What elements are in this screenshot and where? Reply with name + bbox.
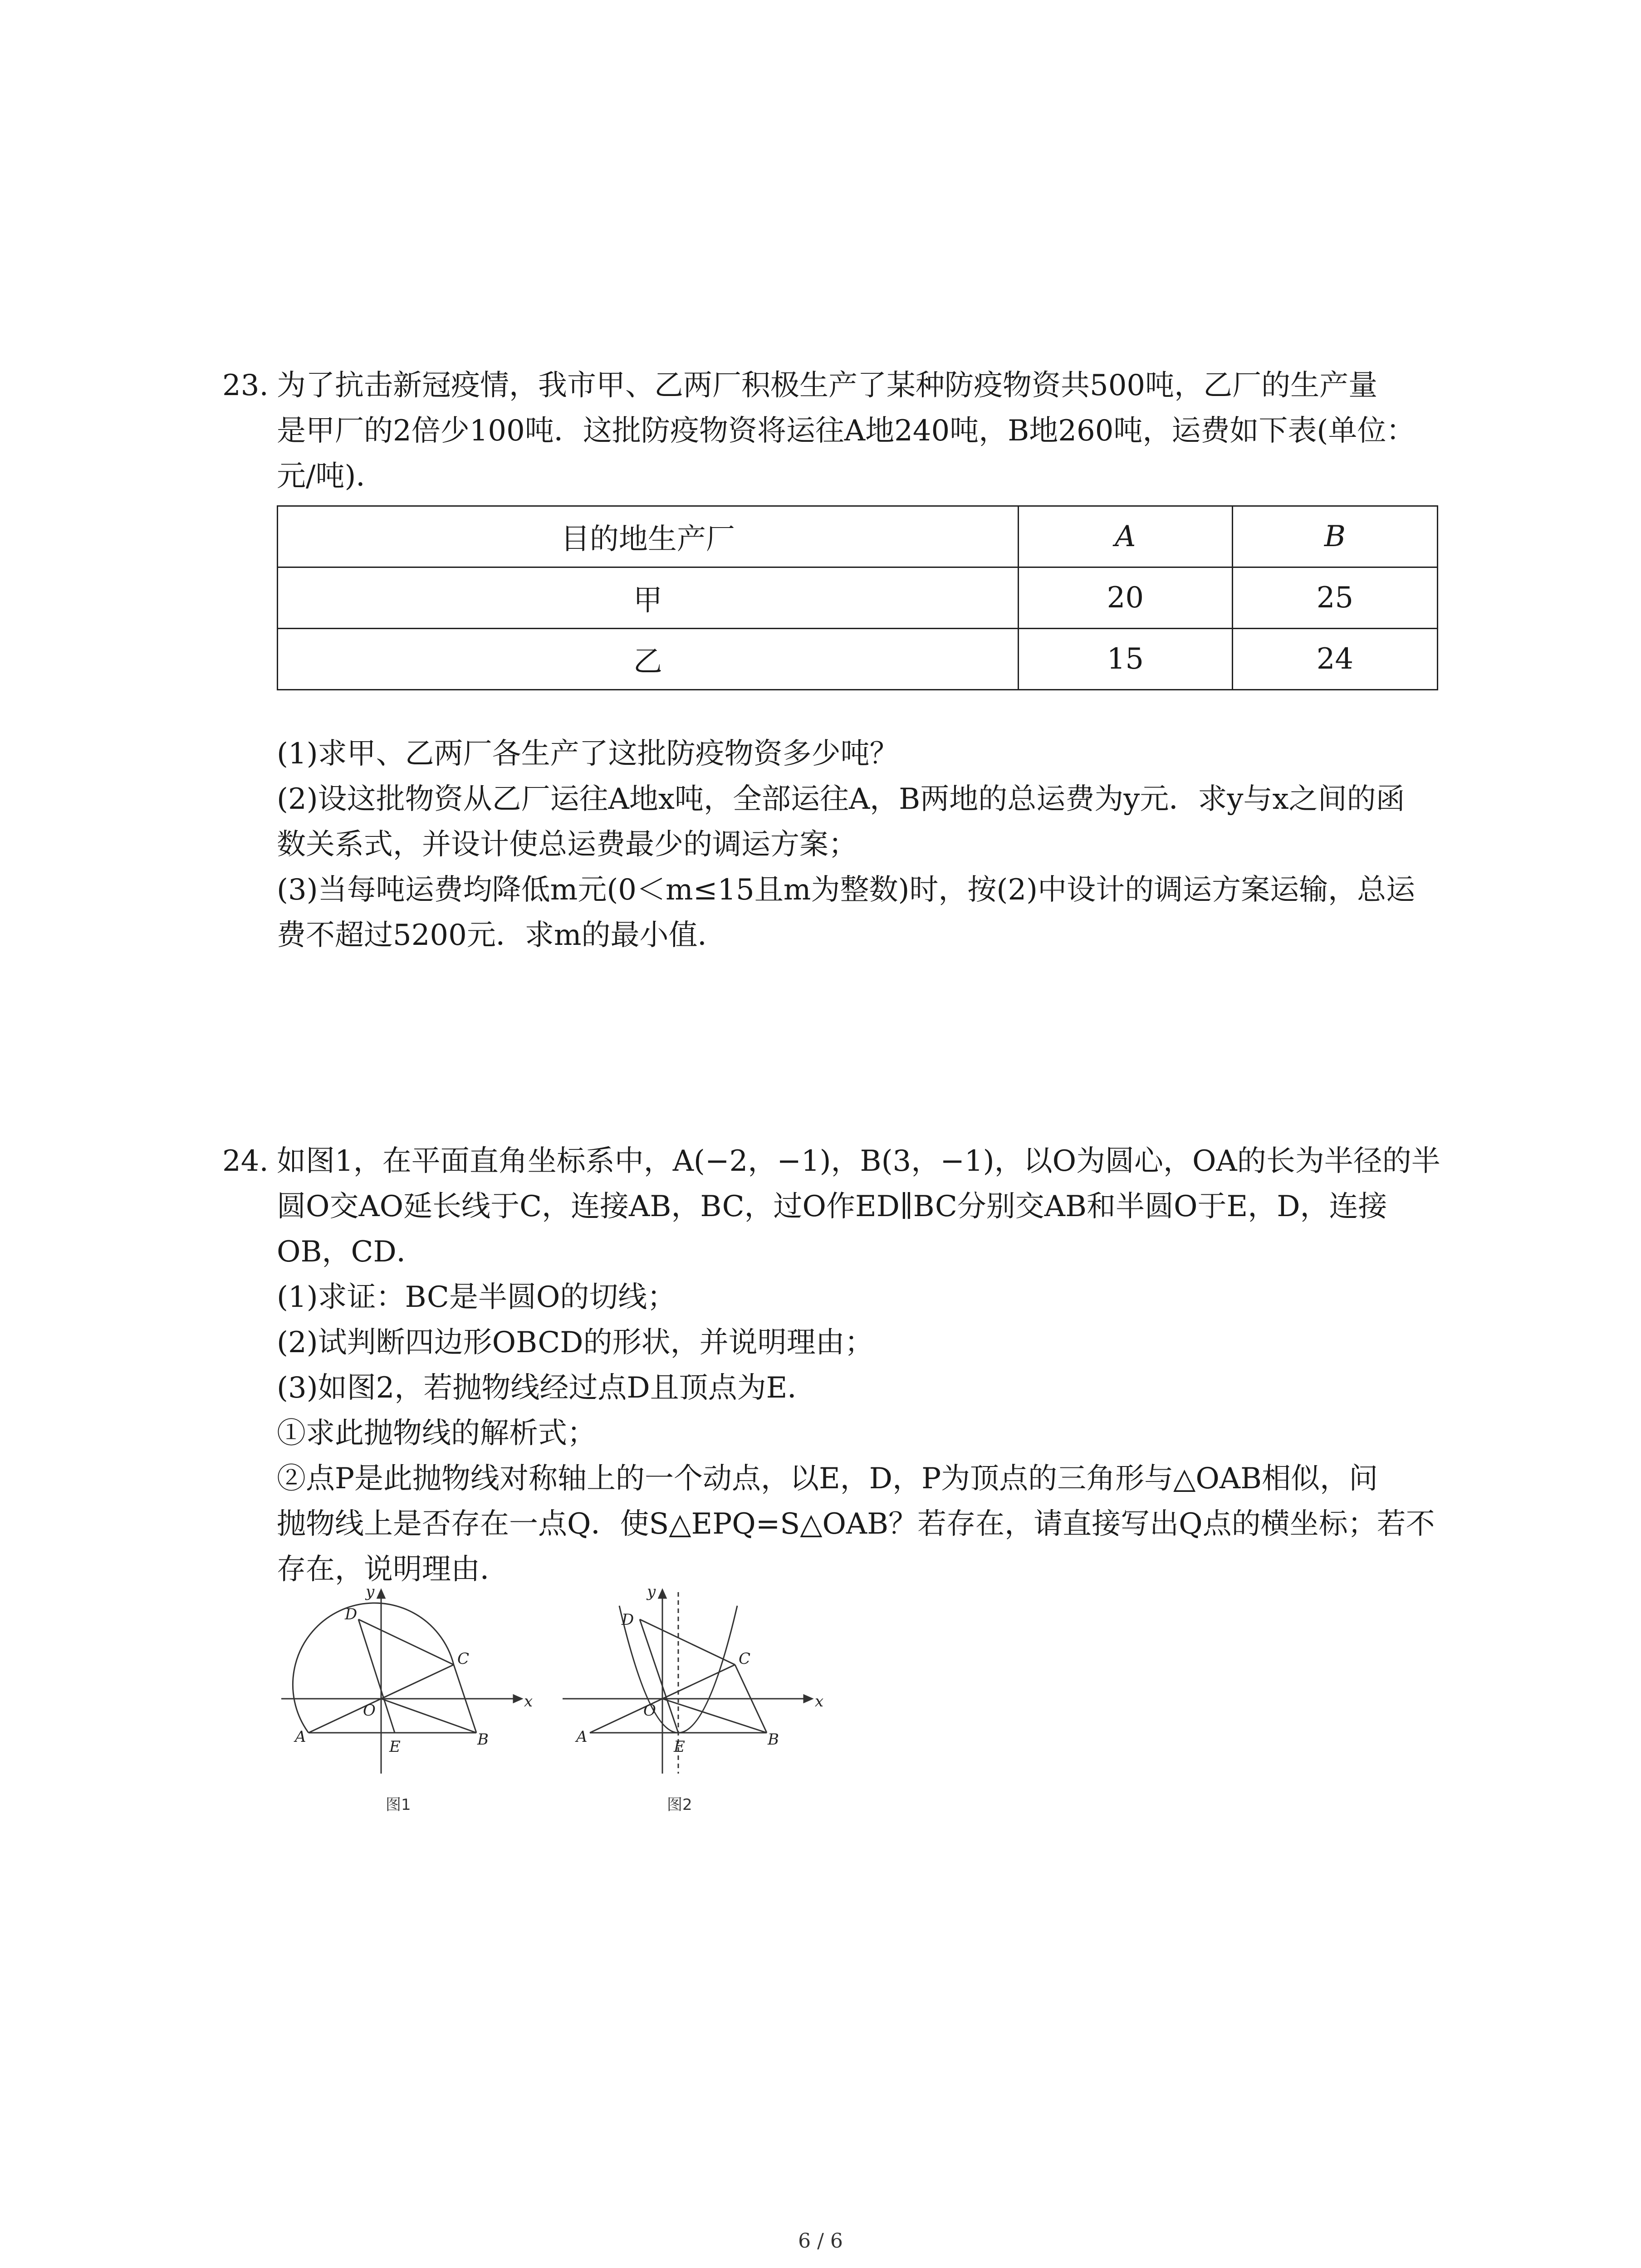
figure-2-caption: 图2 (667, 1796, 692, 1814)
label-a: A (295, 1728, 306, 1746)
table-header-cell: A (1018, 506, 1232, 567)
figure-2 (558, 1583, 830, 1828)
statement-line: 元/吨)． (277, 459, 385, 493)
problem-statement (277, 363, 1438, 499)
table-cell: 乙 (278, 629, 1019, 690)
table-cell: 25 (1232, 567, 1437, 629)
label-d: D (345, 1605, 358, 1623)
segment-cd (358, 1619, 454, 1665)
sub-question: ①求此抛物线的解析式； (277, 1417, 596, 1450)
sub-question: (2)试判断四边形OBCD的形状，并说明理由； (277, 1326, 874, 1359)
sub-question: (3)如图2，若抛物线经过点D且顶点为E． (277, 1371, 817, 1405)
label-c: C (739, 1650, 751, 1668)
table-header-cell: B (1232, 506, 1437, 567)
sub-question: 抛物线上是否存在一点Q．使S△EPQ=S△OAB？若存在，请直接写出Q点的横坐标；若不 (277, 1507, 1435, 1541)
problem-23 (222, 363, 1438, 958)
figure-1-caption: 图1 (386, 1796, 411, 1814)
table-cell: 20 (1018, 567, 1232, 629)
statement-line: 为了抗击新冠疫情，我市甲、乙两厂积极生产了某种防疫物资共500吨，乙厂的生产量 (277, 369, 1378, 402)
freight-table (277, 505, 1438, 690)
sub-question: 费不超过5200元．求m的最小值． (277, 919, 727, 952)
label-o: O (363, 1701, 376, 1720)
problem-number: 23. (222, 369, 269, 402)
x-axis-arrow (514, 1695, 522, 1702)
sub-question: (1)求甲、乙两厂各生产了这批防疫物资多少吨？ (277, 737, 899, 771)
figure-1 (277, 1583, 531, 1828)
y-axis-arrow (377, 1590, 385, 1598)
table-header-cell: 目的地生产厂 (278, 506, 1019, 567)
statement-line: 圆O交AO延长线于C，连接AB，BC，过O作ED∥BC分别交AB和半圆O于E，D，连接 (277, 1190, 1387, 1223)
figures (277, 1583, 867, 1837)
sub-question: 数关系式，并设计使总运费最少的调运方案； (277, 828, 857, 861)
label-x: x (524, 1692, 533, 1711)
label-x: x (815, 1692, 824, 1711)
label-b: B (477, 1730, 489, 1749)
sub-question: (2)设这批物资从乙厂运往A地x吨，全部运往A，B两地的总运费为y元．求y与x之间的函 (277, 782, 1405, 816)
problem-number: 24. (222, 1144, 269, 1178)
x-axis-arrow (804, 1695, 812, 1702)
segment-ob (381, 1699, 476, 1733)
statement-line: 是甲厂的2倍少100吨．这批防疫物资将运往A地240吨，B地260吨，运费如下表(单位： (277, 414, 1416, 448)
label-c: C (457, 1650, 470, 1668)
sub-questions (277, 731, 1438, 958)
label-b: B (768, 1730, 779, 1749)
sub-question: 存在，说明理由． (277, 1553, 509, 1586)
sub-questions (277, 1275, 1438, 1592)
problem-statement (277, 1139, 1438, 1275)
label-a: A (576, 1728, 588, 1746)
page-number: 6 / 6 (798, 2229, 843, 2253)
statement-line: OB，CD． (277, 1235, 426, 1269)
segment-cd (640, 1619, 735, 1665)
label-d: D (622, 1611, 634, 1629)
statement-line: 如图1，在平面直角坐标系中，A(−2，−1)，B(3，−1)，以O为圆心，OA的长为半径的半 (277, 1144, 1440, 1178)
table-header-row (278, 506, 1438, 567)
y-axis-arrow (659, 1590, 666, 1598)
problem-24 (222, 1139, 1438, 1592)
label-y: y (647, 1583, 656, 1601)
label-y: y (366, 1583, 375, 1601)
table-row (278, 629, 1438, 690)
label-o: O (643, 1701, 656, 1720)
sub-question: ②点P是此抛物线对称轴上的一个动点，以E，D，P为顶点的三角形与△OAB相似，问 (277, 1462, 1378, 1496)
table-row (278, 567, 1438, 629)
sub-question: (3)当每吨运费均降低m元(0＜m≤15且m为整数)时，按(2)中设计的调运方案运输，总运 (277, 873, 1416, 907)
sub-question: (1)求证：BC是半圆O的切线； (277, 1281, 676, 1314)
label-e: E (674, 1738, 685, 1756)
table-cell: 24 (1232, 629, 1437, 690)
table-cell: 15 (1018, 629, 1232, 690)
table-cell: 甲 (278, 567, 1019, 629)
label-e: E (389, 1738, 401, 1756)
